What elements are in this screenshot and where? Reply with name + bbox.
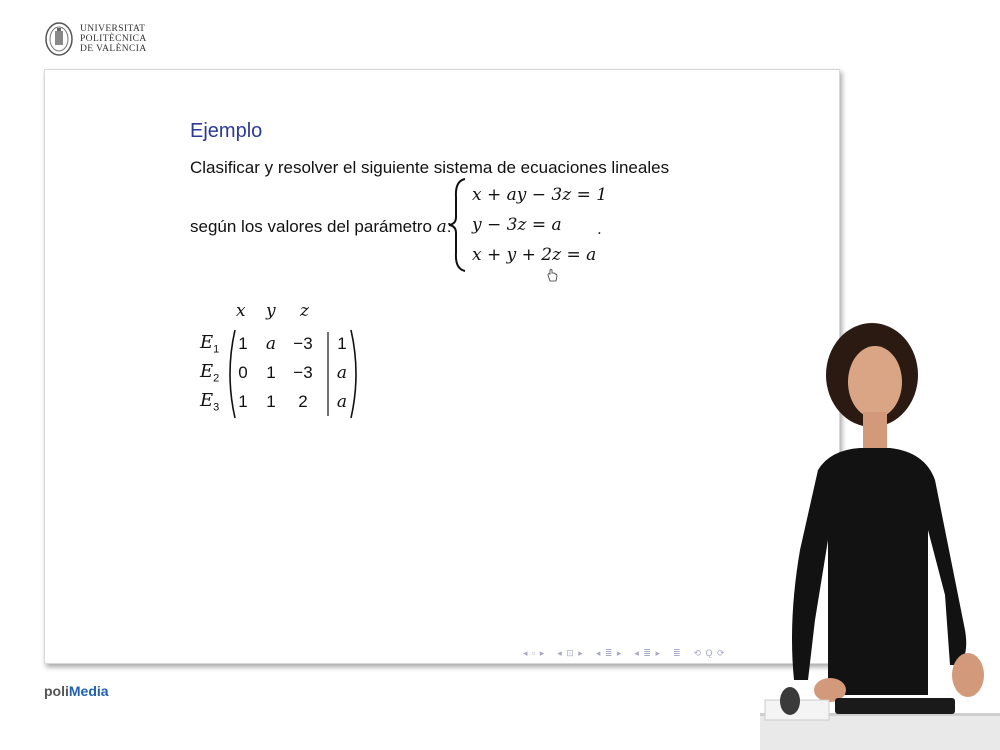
university-seal-icon bbox=[44, 20, 74, 58]
condition-text bbox=[190, 217, 452, 237]
equation-1: x + ay − 3z = 1 bbox=[472, 185, 608, 205]
system-brace bbox=[447, 177, 469, 273]
matrix-cell: a bbox=[265, 334, 277, 354]
matrix-var-z: z bbox=[300, 301, 309, 321]
row-label-e1: $E_1$ bbox=[200, 332, 220, 356]
matrix-cell: 2 bbox=[298, 392, 308, 411]
hand-cursor-icon bbox=[546, 268, 558, 282]
matrix-cell: 1 bbox=[266, 363, 276, 382]
logo-line-2: POLITÈCNICA bbox=[80, 34, 147, 44]
row-label-e2: $E_2$ bbox=[200, 361, 220, 385]
presentation-slide bbox=[44, 69, 840, 664]
nav-section-button[interactable]: ◂ ≣ ▸ bbox=[595, 648, 623, 658]
matrix-cell: −3 bbox=[293, 363, 313, 382]
condition-prefix: según los valores del parámetro bbox=[190, 217, 437, 236]
matrix-cell: 1 bbox=[238, 392, 248, 411]
matrix-cell: 1 bbox=[266, 392, 276, 411]
nav-search-button[interactable]: ⟲ Q ⟳ bbox=[693, 648, 726, 658]
matrix-var-y: y bbox=[266, 301, 276, 321]
period-mark: . bbox=[597, 219, 602, 238]
slide-paragraph: Clasificar y resolver el siguiente sistema de ecuaciones lineales bbox=[190, 158, 670, 177]
row-label-e3: $E_3$ bbox=[200, 390, 220, 414]
parameter-symbol: a bbox=[436, 217, 447, 237]
logo-line-3: DE VALÈNCIA bbox=[80, 44, 147, 54]
equation-2: y − 3z = a bbox=[472, 215, 562, 235]
matrix-var-x: x bbox=[236, 301, 246, 321]
slide-navigation bbox=[523, 648, 726, 659]
condition-colon: : bbox=[446, 217, 452, 236]
nav-outline-button[interactable]: ≣ bbox=[672, 648, 682, 658]
nav-subsection-button[interactable]: ◂ ⊡ ▸ bbox=[557, 648, 584, 658]
matrix-rhs: a bbox=[336, 392, 348, 412]
matrix-cell: 1 bbox=[238, 334, 248, 353]
matrix-cell: 0 bbox=[238, 363, 248, 382]
matrix-rhs: 1 bbox=[337, 334, 347, 353]
equation-3: x + y + 2z = a bbox=[472, 245, 597, 265]
presenter-figure bbox=[760, 320, 1000, 750]
logo-line-1: UNIVERSITAT bbox=[80, 24, 146, 34]
university-logo bbox=[44, 20, 147, 58]
nav-part-button[interactable]: ◂ ≣ ▸ bbox=[634, 648, 661, 658]
matrix-cell: −3 bbox=[293, 334, 313, 353]
matrix-rhs: a bbox=[336, 363, 348, 383]
polimedia-brand: poliMedia bbox=[44, 683, 109, 699]
nav-frame-button[interactable]: ◂ ▫ ▸ bbox=[523, 648, 546, 658]
slide-title: Ejemplo bbox=[190, 120, 263, 142]
